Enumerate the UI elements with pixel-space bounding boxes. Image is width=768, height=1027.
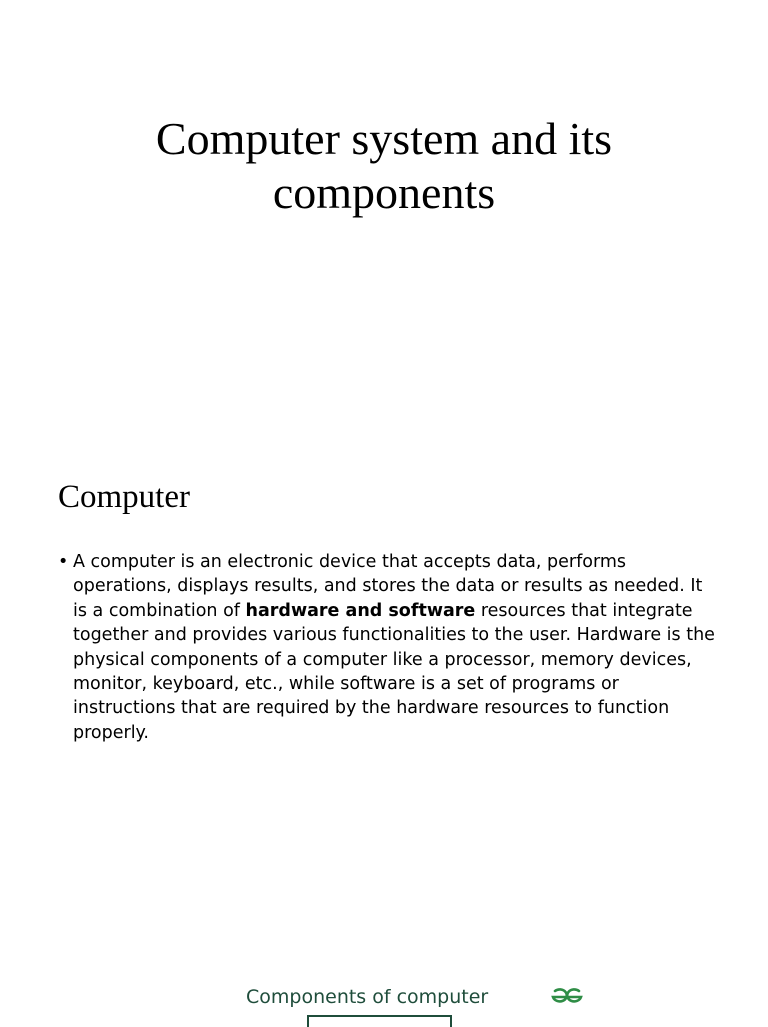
diagram-box	[307, 1015, 452, 1027]
bullet-text-bold: hardware and software	[245, 600, 476, 621]
footer-title: Components of computer	[246, 986, 489, 1008]
bullet-text-part1: A computer is an electronic device that accepts data, performs operations, displays results, and stores the data or results as needed. It is a combination of	[73, 552, 703, 621]
footer-banner	[246, 984, 586, 1024]
bullet-list	[58, 550, 718, 745]
bullet-dot: •	[58, 552, 69, 572]
geeksforgeeks-logo-icon	[550, 986, 584, 1008]
list-item	[58, 550, 718, 745]
section-heading: Computer	[58, 479, 190, 515]
slide-title: Computer system and its components	[155, 113, 613, 218]
bullet-text-part2: resources that integrate together and provides various functionalities to the user. Hardware is the physical components of a computer like a processor, memory devices, monitor, keyboard, etc., while software is a set of programs or instructions that are required by the hardware resources to function properly.	[73, 600, 715, 743]
